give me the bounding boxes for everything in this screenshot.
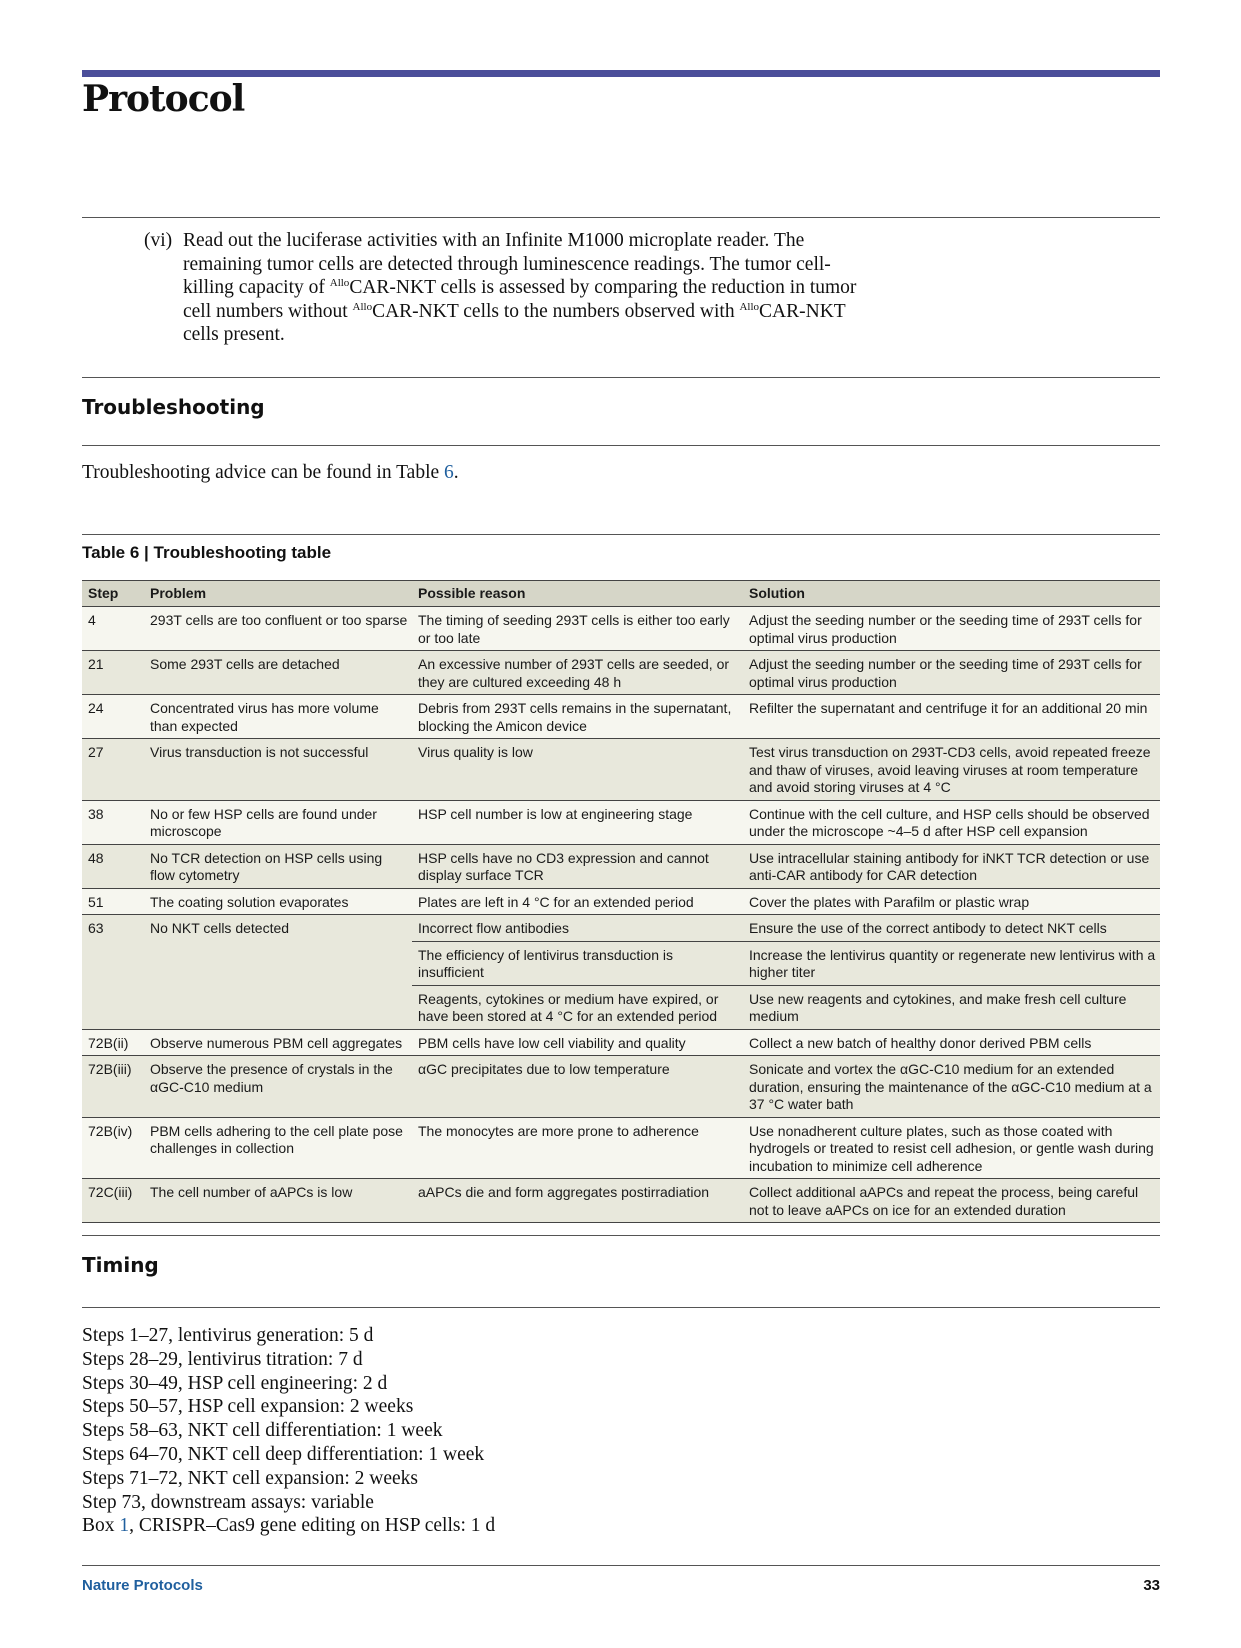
cell-reason: αGC precipitates due to low temperature: [412, 1056, 743, 1118]
cell-solution: Test virus transduction on 293T-CD3 cells, avoid repeated freeze and thaw of viruses, avoid leaving viruses at room temperature and avoid storing viruses at 4 °C: [743, 739, 1160, 801]
table-row: [82, 1179, 1160, 1223]
cell-problem: Virus transduction is not successful: [144, 739, 412, 801]
cell-problem: The coating solution evaporates: [144, 888, 412, 915]
timing-line: Steps 71–72, NKT cell expansion: 2 weeks: [82, 1467, 418, 1489]
divider: [82, 1565, 1160, 1566]
divider: [82, 377, 1160, 378]
table-row: [82, 1056, 1160, 1118]
cell-step: 63: [82, 915, 144, 1030]
timing-line: Steps 28–29, lentivirus titration: 7 d: [82, 1348, 363, 1370]
table-row: [82, 800, 1160, 844]
troubleshooting-advice: [82, 462, 459, 484]
cell-reason: The timing of seeding 293T cells is either too early or too late: [412, 607, 743, 651]
table-caption: Table 6 | Troubleshooting table: [82, 543, 332, 562]
cell-reason: Debris from 293T cells remains in the supernatant, blocking the Amicon device: [412, 695, 743, 739]
cell-reason: Virus quality is low: [412, 739, 743, 801]
cell-reason: HSP cells have no CD3 expression and cannot display surface TCR: [412, 844, 743, 888]
journal-name[interactable]: Nature Protocols: [82, 1577, 203, 1594]
column-header-reason: Possible reason: [412, 581, 743, 607]
cell-problem: No TCR detection on HSP cells using flow cytometry: [144, 844, 412, 888]
troubleshooting-table: [82, 580, 1160, 1223]
cell-problem: Observe numerous PBM cell aggregates: [144, 1029, 412, 1056]
table-row: [82, 695, 1160, 739]
cell-reason: Plates are left in 4 °C for an extended period: [412, 888, 743, 915]
box-1-link[interactable]: 1: [119, 1515, 130, 1537]
advice-suffix: .: [453, 462, 459, 483]
cell-solution: Adjust the seeding number or the seeding time of 293T cells for optimal virus production: [743, 651, 1160, 695]
cell-solution: Collect additional aAPCs and repeat the process, being careful not to leave aAPCs on ice for an extended duration: [743, 1179, 1160, 1223]
table-row: [82, 1029, 1160, 1056]
cell-solution: Continue with the cell culture, and HSP cells should be observed under the microscope ~4–5 d after HSP cell expansion: [743, 800, 1160, 844]
cell-reason: PBM cells have low cell viability and quality: [412, 1029, 743, 1056]
table-row: [82, 915, 1160, 942]
cell-problem: Concentrated virus has more volume than expected: [144, 695, 412, 739]
step-text-part: CAR-NKT cells to the numbers observed with: [372, 300, 740, 322]
table-row: [82, 651, 1160, 695]
header-accent-bar: [82, 70, 1160, 77]
cell-reason: aAPCs die and form aggregates postirradiation: [412, 1179, 743, 1223]
cell-reason: The efficiency of lentivirus transduction is insufficient: [412, 941, 743, 985]
table-row: [82, 739, 1160, 801]
step-text: [183, 229, 864, 347]
timing-line: [82, 1514, 495, 1538]
cell-solution: Increase the lentivirus quantity or regenerate new lentivirus with a higher titer: [743, 941, 1160, 985]
step-number: (vi): [144, 230, 173, 251]
cell-reason: HSP cell number is low at engineering stage: [412, 800, 743, 844]
table-row: [82, 607, 1160, 651]
cell-problem: PBM cells adhering to the cell plate pose challenges in collection: [144, 1117, 412, 1179]
cell-step: 38: [82, 800, 144, 844]
cell-problem: Some 293T cells are detached: [144, 651, 412, 695]
cell-problem: The cell number of aAPCs is low: [144, 1179, 412, 1223]
cell-solution: Sonicate and vortex the αGC-C10 medium for an extended duration, ensuring the maintenance of the αGC-C10 medium at a 37 °C water bath: [743, 1056, 1160, 1118]
page-title: Protocol: [82, 78, 245, 120]
cell-step: 27: [82, 739, 144, 801]
troubleshooting-heading: Troubleshooting: [82, 395, 265, 419]
cell-step: 48: [82, 844, 144, 888]
divider: [82, 445, 1160, 446]
cell-step: 72C(iii): [82, 1179, 144, 1223]
table-row: [82, 844, 1160, 888]
box-suffix: , CRISPR–Cas9 gene editing on HSP cells: 1 d: [129, 1515, 496, 1537]
cell-problem: No or few HSP cells are found under microscope: [144, 800, 412, 844]
table-row: [82, 888, 1160, 915]
timing-line: Steps 64–70, NKT cell deep differentiation: 1 week: [82, 1443, 485, 1465]
cell-solution: Use new reagents and cytokines, and make fresh cell culture medium: [743, 985, 1160, 1029]
timing-list: [82, 1324, 495, 1538]
cell-reason: Reagents, cytokines or medium have expired, or have been stored at 4 °C for an extended period: [412, 985, 743, 1029]
cell-step: 51: [82, 888, 144, 915]
box-prefix: Box: [82, 1515, 120, 1537]
cell-step: 4: [82, 607, 144, 651]
cell-solution: Collect a new batch of healthy donor derived PBM cells: [743, 1029, 1160, 1056]
procedure-step-vi: [144, 229, 864, 347]
timing-line: Steps 58–63, NKT cell differentiation: 1 week: [82, 1420, 443, 1442]
step-text-part: CAR-NKT cells present.: [183, 300, 846, 345]
allo-superscript: Allo: [739, 300, 760, 313]
allo-superscript: Allo: [352, 300, 373, 313]
page-number: 33: [1143, 1577, 1160, 1594]
cell-step: 24: [82, 695, 144, 739]
cell-solution: Adjust the seeding number or the seeding time of 293T cells for optimal virus production: [743, 607, 1160, 651]
cell-solution: Cover the plates with Parafilm or plastic wrap: [743, 888, 1160, 915]
table-6-link[interactable]: 6: [444, 462, 454, 483]
divider: [82, 1307, 1160, 1308]
table-header-row: [82, 581, 1160, 607]
table-row: [82, 1117, 1160, 1179]
cell-step: 72B(ii): [82, 1029, 144, 1056]
cell-problem: 293T cells are too confluent or too sparse: [144, 607, 412, 651]
step-text-part: Read out the luciferase activities with an Infinite M1000 microplate reader. The remaining tumor cells are detected through luminescence readings. The tumor cell-killing capacity of: [183, 230, 831, 298]
divider: [82, 534, 1160, 535]
cell-solution: Use intracellular staining antibody for iNKT TCR detection or use anti-CAR antibody for CAR detection: [743, 844, 1160, 888]
cell-solution: Refilter the supernatant and centrifuge it for an additional 20 min: [743, 695, 1160, 739]
step-text-part: CAR-NKT cells is assessed by comparing the reduction in tumor cell numbers without: [183, 277, 857, 322]
allo-superscript: Allo: [329, 277, 350, 289]
cell-problem: Observe the presence of crystals in the αGC-C10 medium: [144, 1056, 412, 1118]
column-header-solution: Solution: [743, 581, 1160, 607]
cell-reason: The monocytes are more prone to adherence: [412, 1117, 743, 1179]
cell-reason: Incorrect flow antibodies: [412, 915, 743, 942]
cell-problem: No NKT cells detected: [144, 915, 412, 1030]
advice-text: Troubleshooting advice can be found in Table: [82, 462, 445, 483]
timing-line: Step 73, downstream assays: variable: [82, 1491, 374, 1513]
cell-solution: Use nonadherent culture plates, such as those coated with hydrogels or treated to resist cell adhesion, or gentle wash during incubation to minimize cell adherence: [743, 1117, 1160, 1179]
divider: [82, 217, 1160, 218]
column-header-problem: Problem: [144, 581, 412, 607]
cell-step: 72B(iv): [82, 1117, 144, 1179]
timing-heading: Timing: [82, 1253, 159, 1277]
cell-step: 72B(iii): [82, 1056, 144, 1118]
divider: [82, 1235, 1160, 1236]
timing-line: Steps 50–57, HSP cell expansion: 2 weeks: [82, 1396, 414, 1418]
cell-reason: An excessive number of 293T cells are seeded, or they are cultured exceeding 48 h: [412, 651, 743, 695]
timing-line: Steps 30–49, HSP cell engineering: 2 d: [82, 1372, 388, 1394]
cell-step: 21: [82, 651, 144, 695]
cell-solution: Ensure the use of the correct antibody to detect NKT cells: [743, 915, 1160, 942]
timing-line: Steps 1–27, lentivirus generation: 5 d: [82, 1325, 374, 1346]
column-header-step: Step: [82, 581, 144, 607]
